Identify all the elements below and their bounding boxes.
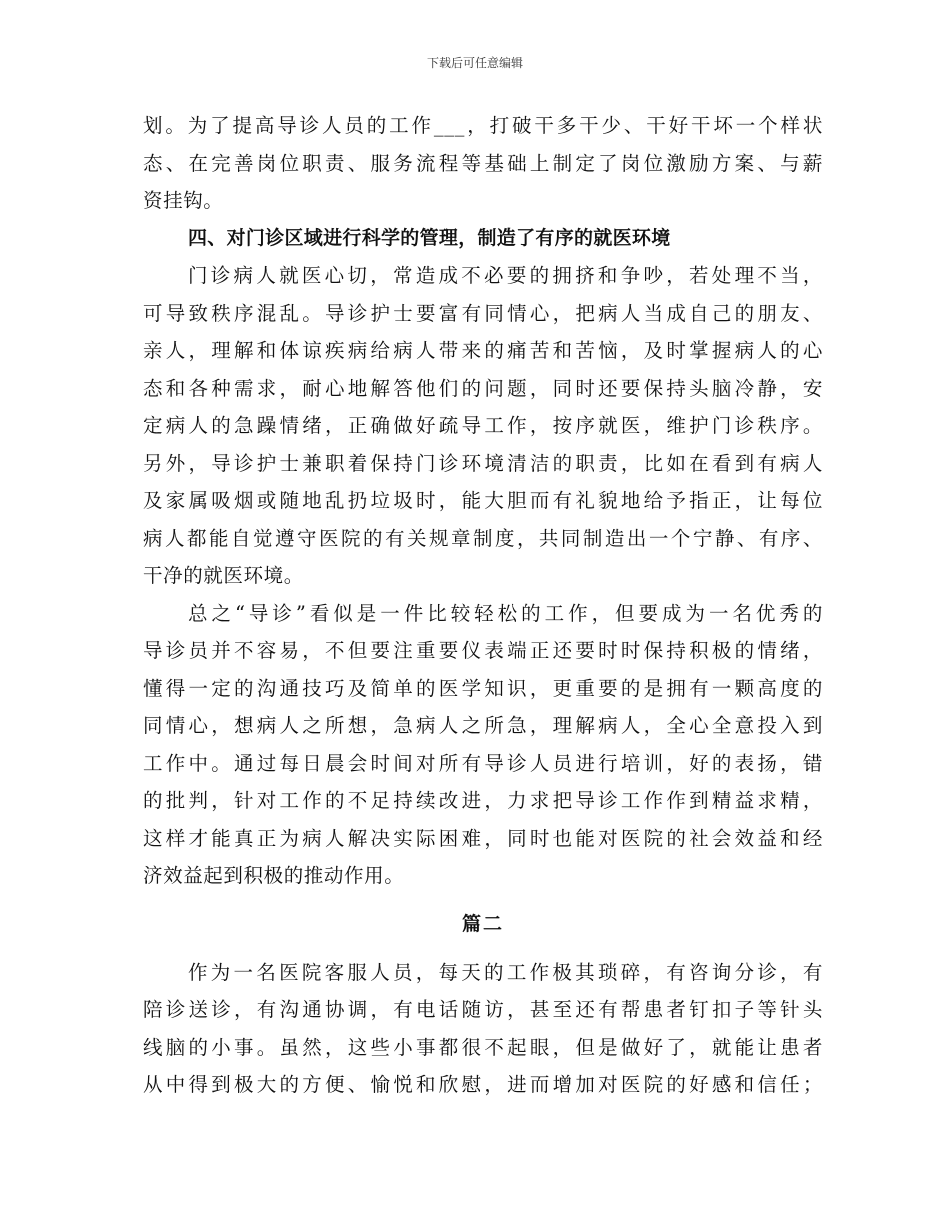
text-line: 门诊病人就医心切，常造成不必要的拥挤和争吵，若处理不当， [188,264,823,287]
text-line: 线脑的小事。虽然，这些小事都很不起眼，但是做好了，就能让患者 [143,1035,823,1059]
text-line: 作为一名医院客服人员，每天的工作极其琐碎，有咨询分诊，有 [188,960,823,984]
paragraph-1 [143,107,823,220]
text-line: 另外，导诊护士兼职着保持门诊环境清洁的职责，比如在看到有病人 [143,451,823,475]
text-line: 干净的就医环境。 [143,564,304,587]
text-line: 从中得到极大的方便、愉悦和欣慰，进而增加对医院的好感和信任； [143,1073,823,1096]
text-line: 亲人，理解和体谅疾病给病人带来的痛苦和苦恼，及时掌握病人的心 [143,339,823,362]
text-line: 陪诊送诊，有沟通协调，有电话随访，甚至还有帮患者钉扣子等针头 [143,998,823,1021]
text-line: 划。为了提高导诊人员的工作___，打破干多干少、干好干坏一个样状 [143,114,823,137]
text-line: 工作中。通过每日晨会时间对所有导诊人员进行培训，好的表扬，错 [143,751,823,775]
text-line: 总之“导诊”看似是一件比较轻松的工作，但要成为一名优秀的 [188,601,823,625]
section-title: 篇二 [461,912,504,935]
paragraph-2 [143,257,823,595]
page-header: 下载后可任意编辑 [426,56,523,70]
text-line: 济效益起到积极的推动作用。 [143,864,405,887]
text-line: 态和各种需求，耐心地解答他们的问题，同时还要保持头脑冷静，安 [143,376,823,400]
text-line: 定病人的急躁情绪，正确做好疏导工作，按序就医，维护门诊秩序。 [143,414,823,437]
text-line: 病人都能自觉遵守医院的有关规章制度，共同制造出一个宁静、有序、 [143,526,823,550]
text-line: 可导致秩序混乱。导诊护士要富有同情心，把病人当成自己的朋友、 [143,301,823,325]
text-line: 态、在完善岗位职责、服务流程等基础上制定了岗位激励方案、与薪 [143,151,823,175]
text-line: 的批判，针对工作的不足持续改进，力求把导诊工作作到精益求精， [143,789,823,812]
text-line: 及家属吸烟或随地乱扔垃圾时，能大胆而有礼貌地给予指正，让每位 [143,489,823,512]
section-heading-4: 四、对门诊区域进行科学的管理，制造了有序的就医环境 [188,226,671,249]
paragraph-4 [143,954,823,1104]
document-body [143,107,823,1104]
text-line: 懂得一定的沟通技巧及简单的医学知识，更重要的是拥有一颗高度的 [143,676,823,700]
text-line: 同情心，想病人之所想，急病人之所急，理解病人，全心全意投入到 [143,714,823,737]
paragraph-3 [143,595,823,895]
text-line: 资挂钩。 [143,189,224,212]
text-line: 导诊员并不容易，不但要注重要仪表端正还要时时保持积极的情绪， [143,639,823,662]
text-line: 这样才能真正为病人解决实际困难，同时也能对医院的社会效益和经 [143,826,823,850]
